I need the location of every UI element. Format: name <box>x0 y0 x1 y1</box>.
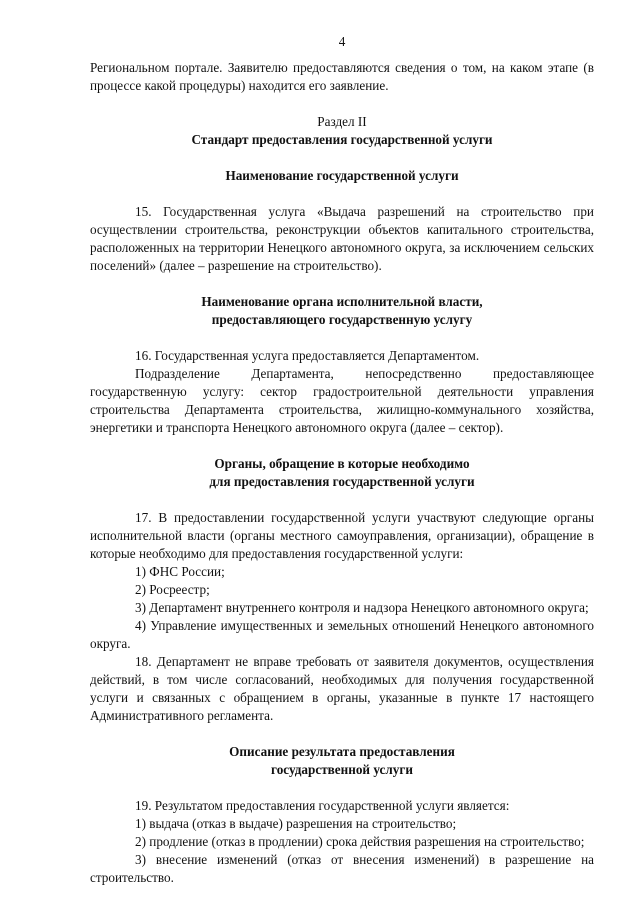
list-item: 4) Управление имущественных и земельных отношений Ненецкого автономного округа. <box>90 618 594 651</box>
paragraph-15: 15. Государственная услуга «Выдача разрешений на строительство при осуществлении строительства, реконструкции объектов капитального строительства, расположенных на территории Ненецкого автономного округа, за исключением сельских поселений» (далее – разрешение на строительство). <box>90 204 594 273</box>
list-item: 2) продление (отказ в продлении) срока действия разрешения на строительство; <box>135 834 585 849</box>
paragraph-18: 18. Департамент не вправе требовать от заявителя документов, осуществления действий, в том числе согласований, необходимых для получения государственной услуги и связанных с обращением в органы, указанные в пункте 17 настоящего Административного регламента. <box>90 654 594 723</box>
paragraph-16: 16. Государственная услуга предоставляется Департаментом. <box>135 348 480 363</box>
list-item: 2) Росреестр; <box>135 582 210 597</box>
paragraph-17: 17. В предоставлении государственной услуги участвуют следующие органы исполнительной власти (органы местного самоуправления, организации), обращение в которые необходимо для предоставления государственной услуги: <box>90 510 594 561</box>
heading-result-line2: государственной услуги <box>271 762 413 777</box>
list-item: 3) внесение изменений (отказ от внесения изменений) в разрешение на строительство. <box>90 852 594 885</box>
section-title: Стандарт предоставления государственной услуги <box>191 132 493 147</box>
paragraph-16-subdivision: Подразделение Департамента, непосредственно предоставляющее государственную услугу: сектор градостроительной деятельности управления строительства Департамента строительства, жилищно-коммунального хозяйства, энергетики и транспорта Ненецкого автономного округа (далее – сектор). <box>90 366 594 435</box>
heading-authority-line2: предоставляющего государственную услугу <box>211 312 473 327</box>
paragraph-19: 19. Результатом предоставления государственной услуги является: <box>135 798 510 813</box>
section-label: Раздел II <box>317 114 367 129</box>
heading-bodies-line2: для предоставления государственной услуги <box>209 474 475 489</box>
intro-paragraph: Региональном портале. Заявителю предоставляются сведения о том, на каком этапе (в процессе какой процедуры) находится его заявление. <box>90 60 594 93</box>
page-number: 4 <box>338 34 346 49</box>
list-item: 1) ФНС России; <box>135 564 225 579</box>
list-item: 1) выдача (отказ в выдаче) разрешения на строительство; <box>135 816 457 831</box>
heading-authority-line1: Наименование органа исполнительной власти, <box>201 294 483 309</box>
heading-result-line1: Описание результата предоставления <box>229 744 455 759</box>
heading-bodies-line1: Органы, обращение в которые необходимо <box>214 456 470 471</box>
list-item: 3) Департамент внутреннего контроля и надзора Ненецкого автономного округа; <box>135 600 589 615</box>
heading-service-name: Наименование государственной услуги <box>225 168 459 183</box>
